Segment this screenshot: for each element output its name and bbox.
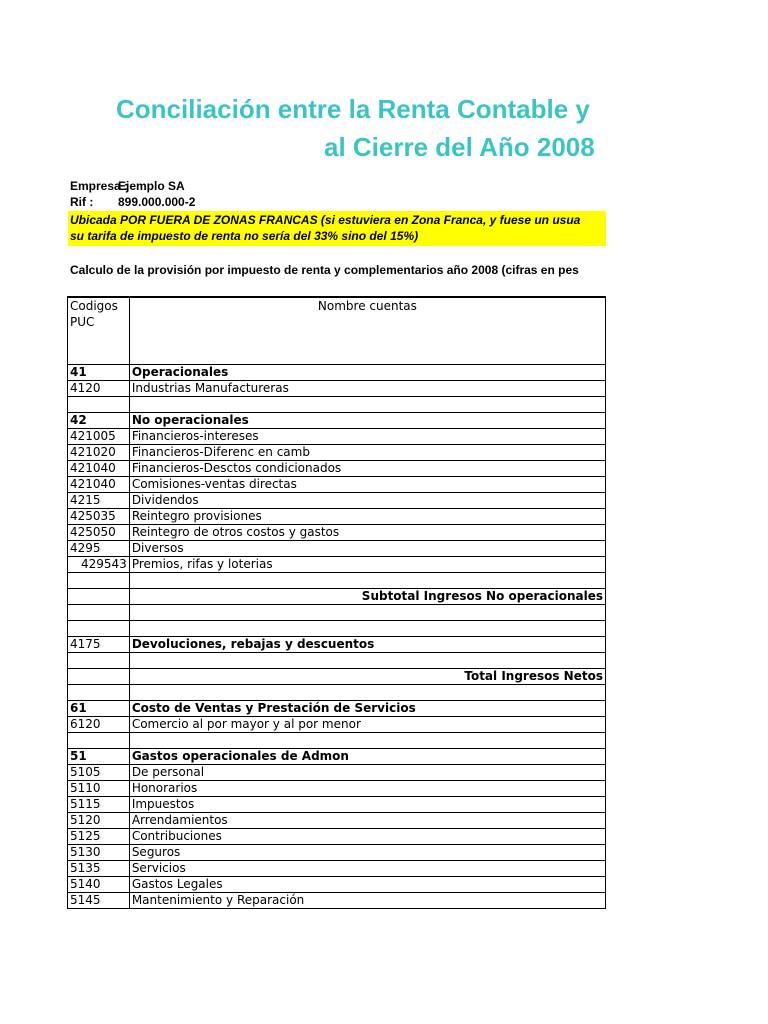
table-row xyxy=(68,461,606,477)
account-name-cell: Financieros-intereses xyxy=(129,429,605,445)
account-code-cell xyxy=(68,573,130,589)
account-code-cell xyxy=(68,397,130,413)
table-row xyxy=(68,445,606,461)
account-code-cell: 4295 xyxy=(68,541,130,557)
account-code-cell xyxy=(68,669,130,685)
title-line-1: Conciliación entre la Renta Contable y xyxy=(116,94,590,124)
empresa-value: Ejemplo SA xyxy=(118,179,185,193)
zona-franca-note xyxy=(68,211,606,246)
table-row xyxy=(68,509,606,525)
account-name-cell: Costo de Ventas y Prestación de Servicios xyxy=(129,701,605,717)
header-codigos-puc: Codigos PUC xyxy=(68,297,130,365)
title-line-2: al Cierre del Año 2008 xyxy=(324,132,595,162)
account-name-cell xyxy=(129,573,605,589)
account-name-cell: Contribuciones xyxy=(129,829,605,845)
account-name-cell: Total Ingresos Netos xyxy=(129,669,605,685)
note-line-2: su tarifa de impuesto de renta no sería del 33% sino del 15%) xyxy=(70,229,419,243)
account-code-cell: 421005 xyxy=(68,429,130,445)
account-name-cell: No operacionales xyxy=(129,413,605,429)
account-name-cell: Devoluciones, rebajas y descuentos xyxy=(129,637,605,653)
account-name-cell: Industrias Manufactureras xyxy=(129,381,605,397)
account-code-cell xyxy=(68,589,130,605)
account-name-cell xyxy=(129,605,605,621)
account-code-cell xyxy=(68,621,130,637)
account-name-cell: Impuestos xyxy=(129,797,605,813)
table-row xyxy=(68,365,606,381)
account-code-cell: 421040 xyxy=(68,461,130,477)
table-row xyxy=(68,781,606,797)
table-row xyxy=(68,829,606,845)
table-row xyxy=(68,749,606,765)
account-name-cell: Financieros-Diferenc en camb xyxy=(129,445,605,461)
account-code-cell: 5120 xyxy=(68,813,130,829)
rif-value: 899.000.000-2 xyxy=(118,195,196,209)
table-row xyxy=(68,765,606,781)
account-code-cell: 51 xyxy=(68,749,130,765)
account-code-cell: 421040 xyxy=(68,477,130,493)
empresa-line xyxy=(70,178,185,194)
account-name-cell: Reintegro provisiones xyxy=(129,509,605,525)
table-row xyxy=(68,893,606,909)
table-row xyxy=(68,685,606,701)
table-row xyxy=(68,653,606,669)
account-name-cell: Honorarios xyxy=(129,781,605,797)
rif-line xyxy=(70,194,196,210)
account-name-cell: Comercio al por mayor y al por menor xyxy=(129,717,605,733)
account-name-cell: Gastos Legales xyxy=(129,877,605,893)
header-nombre-cuentas: Nombre cuentas xyxy=(129,297,605,365)
account-code-cell: 6120 xyxy=(68,717,130,733)
table-row xyxy=(68,381,606,397)
account-name-cell: Dividendos xyxy=(129,493,605,509)
account-code-cell: 5105 xyxy=(68,765,130,781)
note-line-1: Ubicada POR FUERA DE ZONAS FRANCAS (si estuviera en Zona Franca, y fuese un usua xyxy=(70,213,581,227)
account-name-cell: Premios, rifas y loterias xyxy=(129,557,605,573)
table-row xyxy=(68,637,606,653)
account-code-cell: 5145 xyxy=(68,893,130,909)
account-code-cell: 41 xyxy=(68,365,130,381)
accounts-table xyxy=(67,296,606,909)
table-row xyxy=(68,861,606,877)
account-name-cell: Subtotal Ingresos No operacionales xyxy=(129,589,605,605)
account-code-cell: 5125 xyxy=(68,829,130,845)
account-code-cell xyxy=(68,685,130,701)
account-code-cell: 5140 xyxy=(68,877,130,893)
table-row xyxy=(68,557,606,573)
calculation-description: Calculo de la provisión por impuesto de renta y complementarios año 2008 (cifras en pes xyxy=(70,263,579,277)
table-row xyxy=(68,429,606,445)
account-code-cell: 4175 xyxy=(68,637,130,653)
table-row xyxy=(68,589,606,605)
table-row xyxy=(68,813,606,829)
account-code-cell: 425035 xyxy=(68,509,130,525)
account-code-cell: 425050 xyxy=(68,525,130,541)
account-name-cell xyxy=(129,621,605,637)
table-row xyxy=(68,477,606,493)
table-header-row xyxy=(68,297,606,365)
account-name-cell: Servicios xyxy=(129,861,605,877)
account-code-cell: 42 xyxy=(68,413,130,429)
account-name-cell xyxy=(129,397,605,413)
table-row xyxy=(68,701,606,717)
account-code-cell: 421020 xyxy=(68,445,130,461)
account-code-cell xyxy=(68,605,130,621)
account-name-cell: Reintegro de otros costos y gastos xyxy=(129,525,605,541)
table-row xyxy=(68,397,606,413)
account-code-cell xyxy=(68,733,130,749)
table-row xyxy=(68,669,606,685)
table-row xyxy=(68,493,606,509)
table-row xyxy=(68,413,606,429)
account-name-cell: Mantenimiento y Reparación xyxy=(129,893,605,909)
account-name-cell: Comisiones-ventas directas xyxy=(129,477,605,493)
account-name-cell xyxy=(129,653,605,669)
table-row xyxy=(68,717,606,733)
account-name-cell: De personal xyxy=(129,765,605,781)
account-code-cell: 61 xyxy=(68,701,130,717)
table-row xyxy=(68,573,606,589)
account-name-cell: Financieros-Desctos condicionados xyxy=(129,461,605,477)
account-name-cell: Diversos xyxy=(129,541,605,557)
table-row xyxy=(68,605,606,621)
table-row xyxy=(68,733,606,749)
account-code-cell xyxy=(68,653,130,669)
rif-label: Rif : xyxy=(70,195,94,209)
table-row xyxy=(68,541,606,557)
table-row xyxy=(68,845,606,861)
account-name-cell: Arrendamientos xyxy=(129,813,605,829)
table-row xyxy=(68,525,606,541)
account-code-cell: 5135 xyxy=(68,861,130,877)
account-name-cell: Seguros xyxy=(129,845,605,861)
empresa-label: Empresa : xyxy=(70,179,129,193)
account-name-cell: Gastos operacionales de Admon xyxy=(129,749,605,765)
account-code-cell: 4215 xyxy=(68,493,130,509)
account-code-cell: 5130 xyxy=(68,845,130,861)
account-name-cell: Operacionales xyxy=(129,365,605,381)
account-name-cell xyxy=(129,733,605,749)
table-row xyxy=(68,877,606,893)
table-row xyxy=(68,797,606,813)
account-code-cell: 4120 xyxy=(68,381,130,397)
account-name-cell xyxy=(129,685,605,701)
account-code-cell: 5115 xyxy=(68,797,130,813)
account-code-cell: 429543 xyxy=(68,557,130,573)
account-code-cell: 5110 xyxy=(68,781,130,797)
table-row xyxy=(68,621,606,637)
